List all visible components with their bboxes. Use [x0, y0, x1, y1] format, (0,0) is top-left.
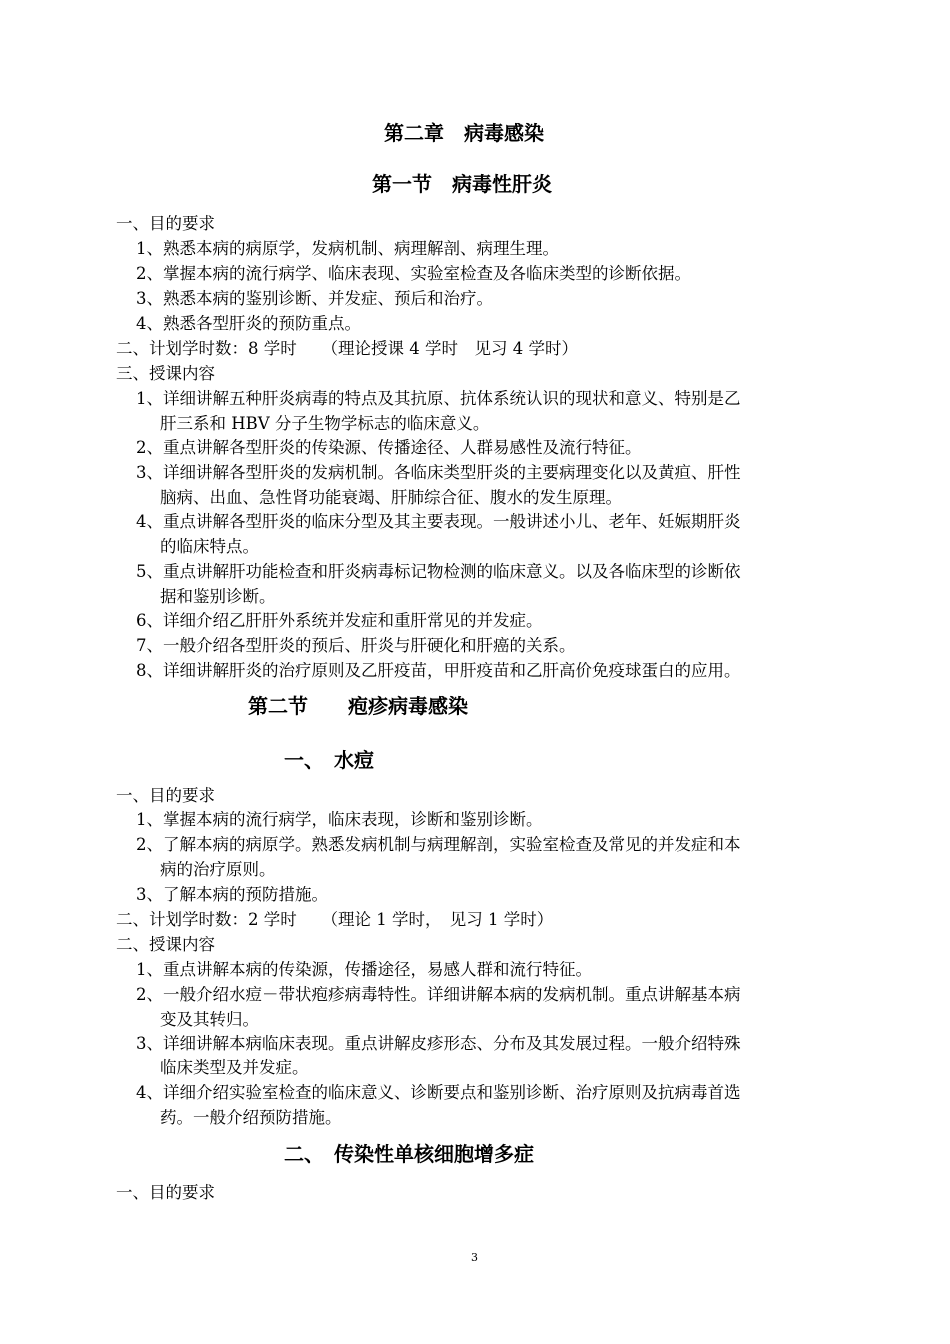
s2a-content-heading: 二、授课内容 — [116, 935, 215, 954]
s1-content-item-cont: 肝三系和 HBV 分子生物学标志的临床意义。 — [160, 414, 490, 433]
s1-goal-item: 4、熟悉各型肝炎的预防重点。 — [136, 314, 361, 333]
s2a-content-item: 3、详细讲解本病临床表现。重点讲解皮疹形态、分布及其发展过程。一般介绍特殊 — [136, 1034, 741, 1053]
s1-content-item: 5、重点讲解肝功能检查和肝炎病毒标记物检测的临床意义。以及各临床型的诊断依 — [136, 562, 741, 581]
s1-content-item: 7、一般介绍各型肝炎的预后、肝炎与肝硬化和肝癌的关系。 — [136, 636, 576, 655]
s1-hours: 二、计划学时数：8 学时 （理论授课 4 学时 见习 4 学时） — [116, 339, 578, 358]
s2a-content-item-cont: 药。一般介绍预防措施。 — [160, 1108, 342, 1127]
s2a-content-item: 4、详细介绍实验室检查的临床意义、诊断要点和鉴别诊断、治疗原则及抗病毒首选 — [136, 1083, 741, 1102]
s1-content-heading: 三、授课内容 — [116, 364, 215, 383]
s1-content-item: 6、详细介绍乙肝肝外系统并发症和重肝常见的并发症。 — [136, 611, 543, 630]
s2a-content-item: 2、一般介绍水痘－带状疱疹病毒特性。详细讲解本病的发病机制。重点讲解基本病 — [136, 985, 741, 1004]
s1-content-item: 8、详细讲解肝炎的治疗原则及乙肝疫苗，甲肝疫苗和乙肝高价免疫球蛋白的应用。 — [136, 661, 741, 680]
s1-content-item: 3、详细讲解各型肝炎的发病机制。各临床类型肝炎的主要病理变化以及黄疸、肝性 — [136, 463, 741, 482]
subsection-1-title: 一、 水痘 — [284, 748, 374, 772]
s2a-goal-item: 3、了解本病的预防措施。 — [136, 885, 328, 904]
s1-content-item-cont: 据和鉴别诊断。 — [160, 587, 276, 606]
s2a-hours: 二、计划学时数：2 学时 （理论 1 学时， 见习 1 学时） — [116, 910, 554, 929]
s1-content-item-cont: 脑病、出血、急性肾功能衰竭、肝肺综合征、腹水的发生原理。 — [160, 488, 622, 507]
s2b-goals-heading: 一、目的要求 — [116, 1183, 215, 1202]
s1-goal-item: 1、熟悉本病的病原学，发病机制、病理解剖、病理生理。 — [136, 239, 559, 258]
s1-content-item: 2、重点讲解各型肝炎的传染源、传播途径、人群易感性及流行特征。 — [136, 438, 642, 457]
subsection-2-title: 二、 传染性单核细胞增多症 — [284, 1142, 534, 1166]
s1-goal-item: 2、掌握本病的流行病学、临床表现、实验室检查及各临床类型的诊断依据。 — [136, 264, 691, 283]
s2a-content-item-cont: 临床类型及并发症。 — [160, 1058, 309, 1077]
chapter-title: 第二章 病毒感染 — [384, 121, 544, 145]
section-1-title: 第一节 病毒性肝炎 — [372, 172, 552, 196]
s1-goal-item: 3、熟悉本病的鉴别诊断、并发症、预后和治疗。 — [136, 289, 493, 308]
s1-goals-heading: 一、目的要求 — [116, 214, 215, 233]
s1-content-item: 4、重点讲解各型肝炎的临床分型及其主要表现。一般讲述小儿、老年、妊娠期肝炎 — [136, 512, 741, 531]
s2a-content-item: 1、重点讲解本病的传染源，传播途径，易感人群和流行特征。 — [136, 960, 592, 979]
s1-content-item-cont: 的临床特点。 — [160, 537, 259, 556]
page-number: 3 — [471, 1251, 478, 1264]
s1-content-item: 1、详细讲解五种肝炎病毒的特点及其抗原、抗体系统认识的现状和意义、特别是乙 — [136, 389, 741, 408]
s2a-goal-item: 2、了解本病的病原学。熟悉发病机制与病理解剖，实验室检查及常见的并发症和本 — [136, 835, 741, 854]
s2a-goal-item: 1、掌握本病的流行病学，临床表现，诊断和鉴别诊断。 — [136, 810, 543, 829]
section-2-title: 第二节 疱疹病毒感染 — [248, 694, 468, 718]
s2a-content-item-cont: 变及其转归。 — [160, 1010, 259, 1029]
s2a-goals-heading: 一、目的要求 — [116, 786, 215, 805]
s2a-goal-item-cont: 病的治疗原则。 — [160, 860, 276, 879]
